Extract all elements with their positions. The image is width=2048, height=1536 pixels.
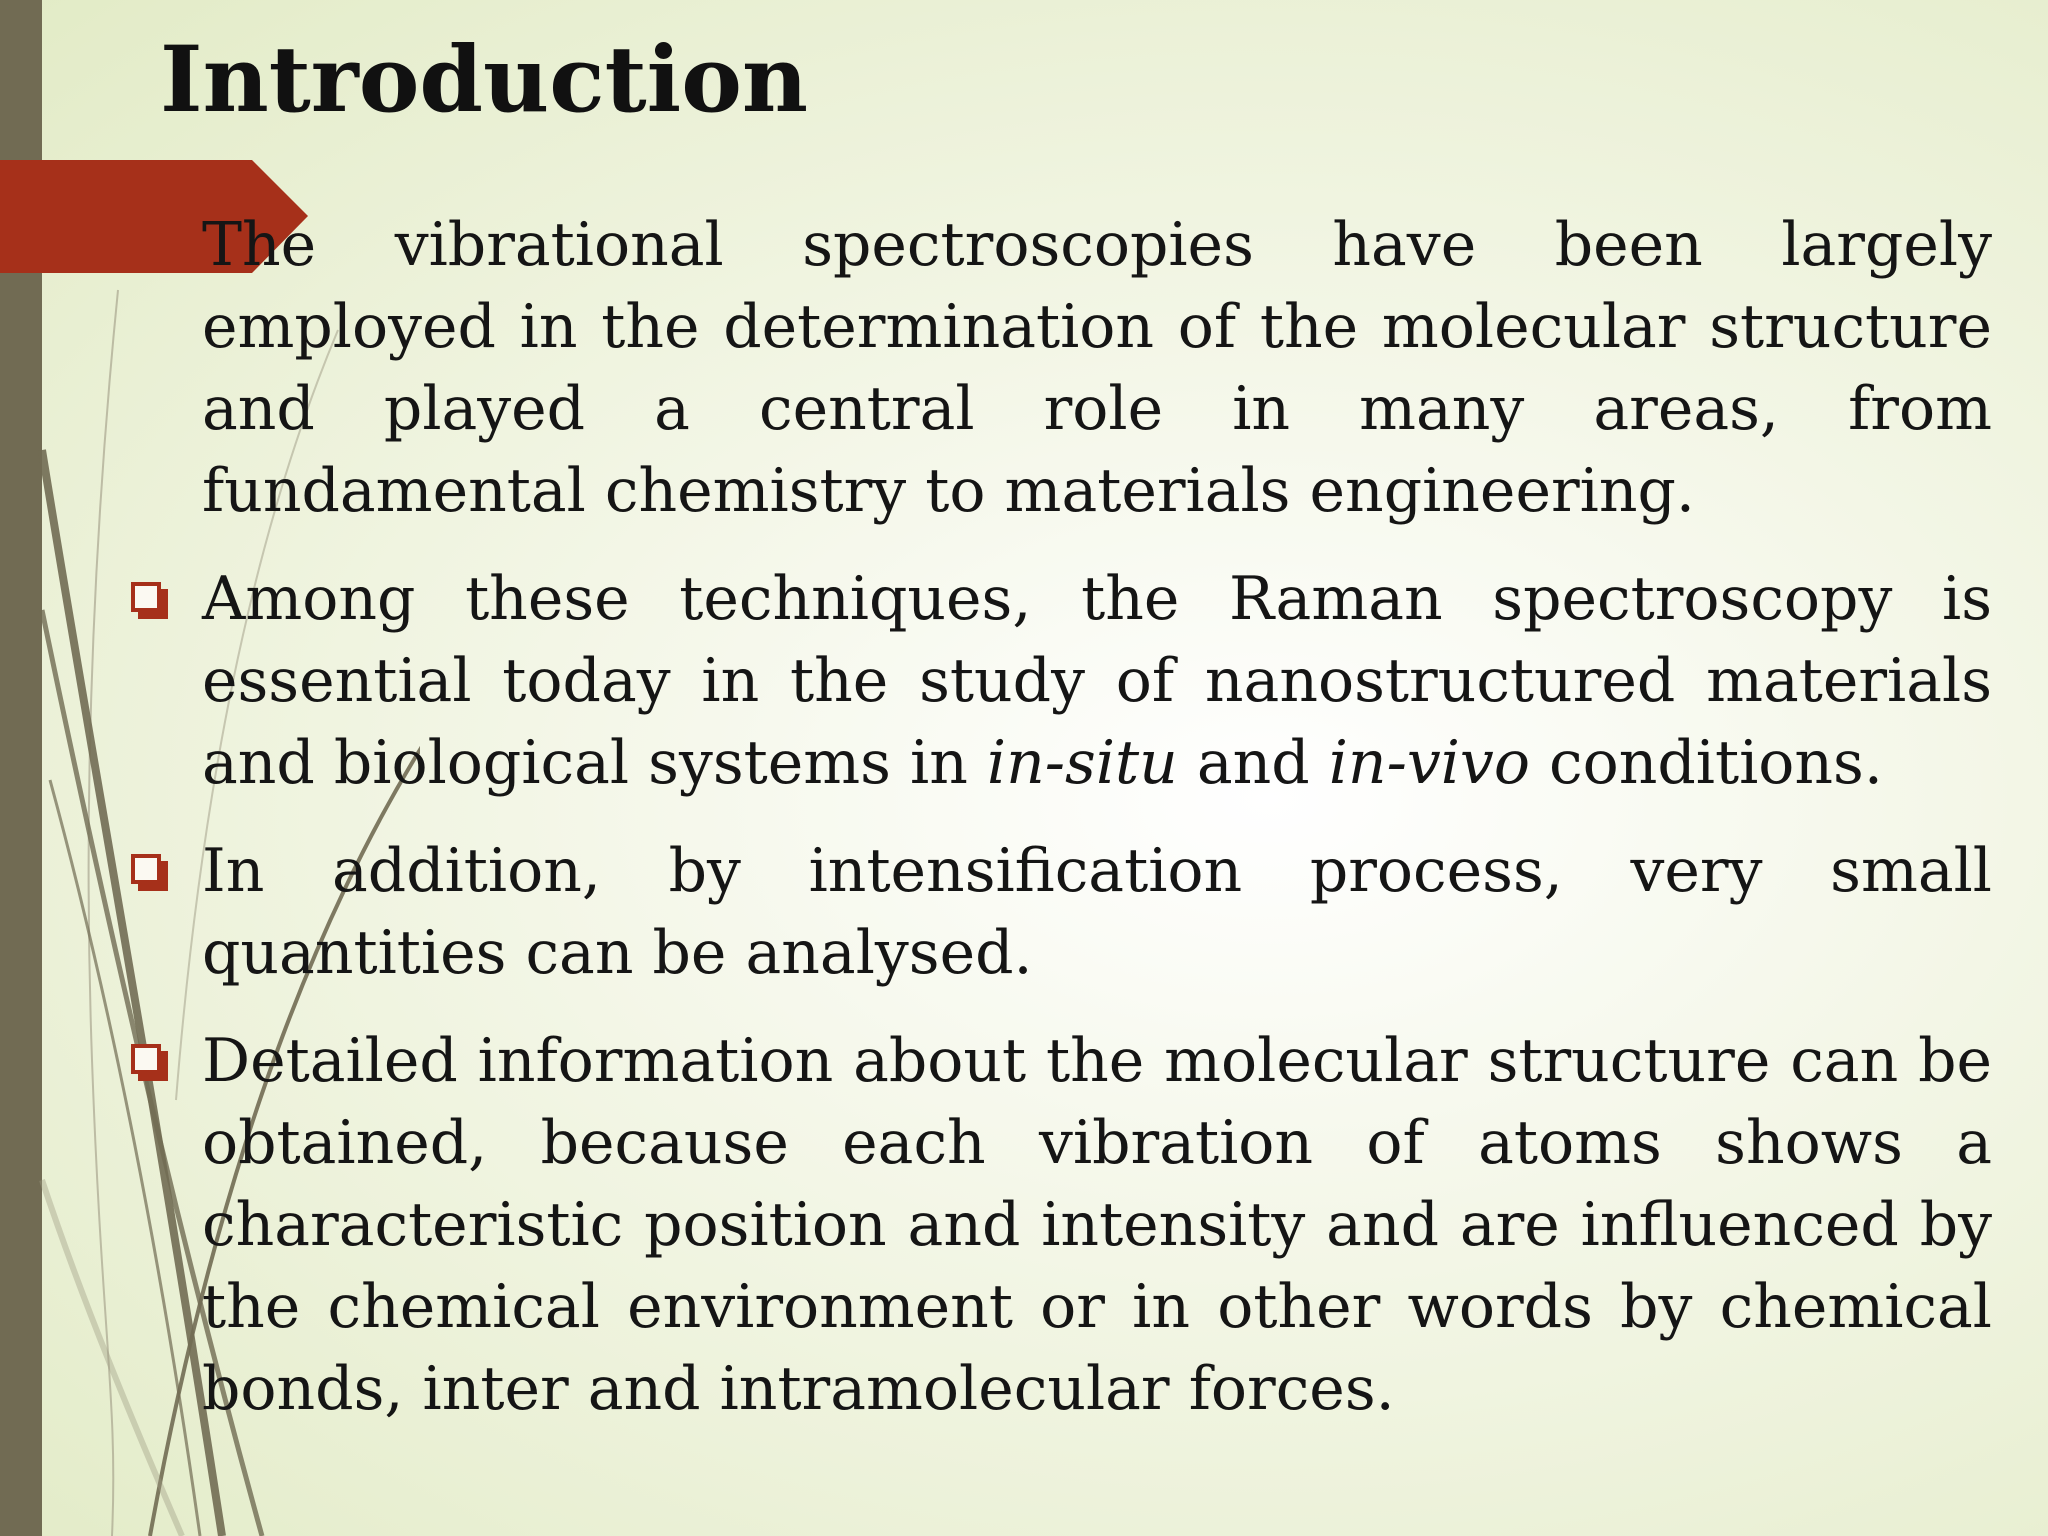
slide-title: Introduction [160, 27, 809, 133]
bullet-item-raman [202, 558, 1992, 804]
hollow-square-bullet-icon [131, 854, 161, 884]
bullet-item-intensification [202, 830, 1992, 994]
paragraph-intro [202, 204, 1992, 532]
bullet-item-molecular-structure [202, 1020, 1992, 1430]
bullet-raman-text-start: Among these techniques, the Raman spectroscopy is essential today in the study of nanostructured materials and biological systems in [202, 564, 1992, 798]
hollow-square-bullet-icon [131, 582, 161, 612]
bullet-raman-text-end: conditions. [1529, 728, 1883, 798]
slide-body [202, 204, 1992, 1430]
bullet-raman-italic-in-situ: in-situ [986, 728, 1178, 798]
bullet-raman-italic-in-vivo: in-vivo [1328, 728, 1530, 798]
bullet-intensification-text: In addition, by intensification process, very small quantities can be analysed. [202, 836, 1992, 988]
bullet-raman-text-middle: and [1177, 728, 1329, 798]
bullet-molecular-structure-text: Detailed information about the molecular structure can be obtained, because each vibration of atoms shows a characteristic position and intensity and are influenced by the chemical environment or in other words by chemical bonds, inter and intramolecular forces. [202, 1026, 1992, 1424]
hollow-square-bullet-icon [131, 1044, 161, 1074]
paragraph-intro-text: The vibrational spectroscopies have been largely employed in the determination of the molecular structure and played a central role in many areas, from fundamental chemistry to materials engineering. [202, 210, 1992, 526]
